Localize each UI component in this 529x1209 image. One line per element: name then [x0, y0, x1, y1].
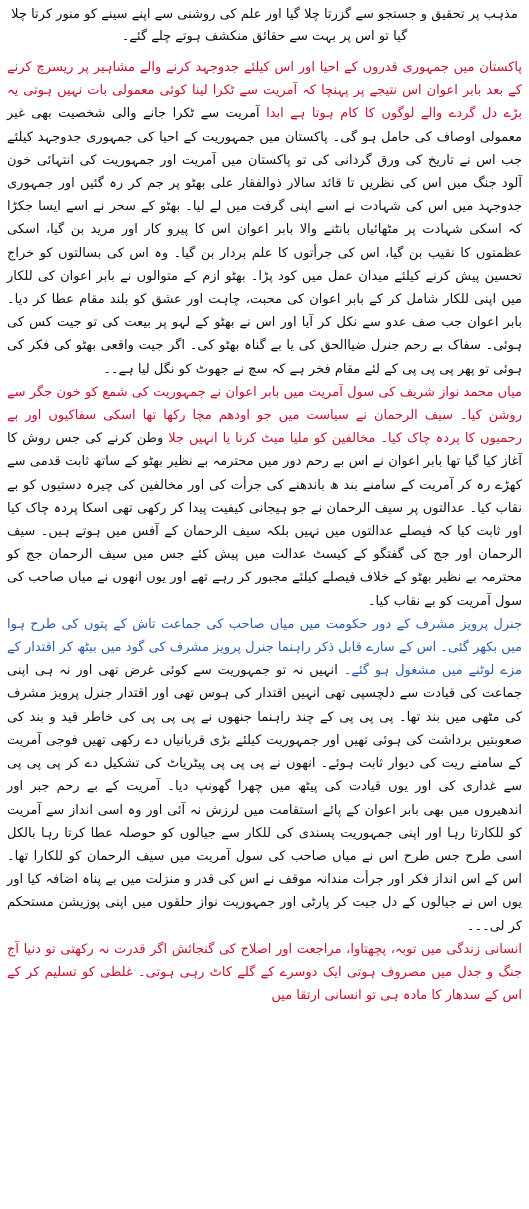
paragraph-1-text: آمریت سے ٹکرا جانے والی شخصیت بھی غیر معمولی اوصاف کی حامل ہو گی۔ پاکستان میں جمہوریت کے احیا کی جمہوری جدوجہد کیلئے جب اس نے تاریخ کی ورق گردانی کی تو پاکستان میں آمریت اور جمہوریت کی انتہائی خون آلود جنگ میں اس کی نظریں تا قائد سالار ذوالفقار علی بھٹو پر جم کر رہ گئیں اور جمہوری جدوجہد میں اس کی شہادت نے اسے اپنی گرفت میں لے لیا۔ بھٹو کے سحر نے اسے ایسا جکڑا کہ اسکی شہادت پر مٹھائیاں بانٹنے والا بابر اعوان اس کا پیرو کار اور مرید بن گیا، اسکی عظمتوں کا نقیب بن گیا، اس کی جرأتوں کا علم بردار بن گیا۔ وہ اس کی بسالتوں کو خراج تحسین پیش کرنے کیلئے میدان عمل میں کود پڑا۔ بھٹو ازم کے متوالوں نے بابر اعوان کی للکار میں اپنی للکار شامل کر کے بابر اعوان کی محبت، چاہت اور عشق کو بلند مقام عطا کر دیا۔ بابر اعوان جب صف عدو سے نکل کر آیا اور اس نے بھٹو کے لہو پر بیعت کی تو جیت کس کی ہوئی۔ سفاک بے رحم جنرل ضیاالحق کی یا بے گناہ بھٹو کی۔ اگر جیت واقعی بھٹو کی فکر کی ہوئی تو پھر پی پی پی کے لئے مقام فخر ہے کہ سچ نے جھوٹ کو نگل لیا ہے۔۔: [7, 106, 522, 377]
paragraph-3-text: انہیں نہ تو جمہوریت سے کوئی غرض تھی اور نہ ہی اپنی جماعت کی قیادت سے دلچسپی تھی انہیں اقتدار کی ہوس تھی اور اقتدار جنرل پرویز مشرف کی مٹھی میں بند تھا۔ پی پی پی کے چند راہنما جنھوں نے پی پی پی کی خاطر قید و بند کی صعوبتیں برداشت کی ہوئی تھیں اور جمہوریت کیلئے بڑی قربانیاں دے رکھی تھیں فوجی آمریت کے سامنے ریت کی دیوار ثابت ہوئے۔ انھوں نے پی پی پی پیٹریاٹ کی تشکیل دے کر پی پی پی سے غداری کی اور یوں قیادت کی پیٹھ میں چھرا گھونپ دیا۔ آمریت کے بے رحم جبر اور اندھیروں میں بھی بابر اعوان کے پائے استقامت میں لرزش نہ آئی اور وہ اسی انداز سے آمریت کو للکارتا رہا اور اپنی جمہوریت پسندی کی للکار سے جیالوں کو حوصلہ عطا کرتا رہا بالکل اسی طرح جس طرح اس نے میاں صاحب کی سول آمریت میں سیف الرحمان کو للکارا تھا۔ اس کے اس انداز فکر اور جرأت مندانہ موقف نے اس کی قدر و منزلت میں بے پناہ اضافہ کیا اور یوں اس نے جیالوں کے دل جیت کر پارٹی اور جمہوریت نواز حلقوں میں اپنی پوزیشن مستحکم کر لی۔۔۔: [7, 663, 522, 934]
paragraph-2-text: وطن کرنے کی جس روش کا آغاز کیا گیا تھا بابر اعوان نے اس بے رحم دور میں محترمہ بے نظیر بھٹو کے ساتھ ثابت قدمی سے کھڑے رہ کر آمریت کے سامنے بند ھ باندھنے کی جرأت کی اور مخالفین کی چیرہ دستیوں کو بے نقاب کیا۔ عدالتوں پر سیف الرحمان نے جو ہیجانی کیفیت پیدا کر رکھی تھی اسکا پردہ چاک کیا اور ثابت کیا کہ فیصلے عدالتوں میں نہیں بلکہ سیف الرحمان کے آفس میں ہوتے ہیں۔ سیف الرحمان اور جج کی گفتگو کے کیسٹ عدالت میں پیش کئے جس میں سیف الرحمان جج کو محترمہ بے نظیر بھٹو کے خلاف فیصلے کیلئے مجبور کر رہے تھے اور یوں انھوں نے میاں صاحب کی سول آمریت کو بے نقاب کیا۔: [7, 431, 522, 609]
paragraph-2-highlight: میاں محمد نواز شریف کی سول آمریت میں بابر اعوان نے جمہوریت کی شمع کو خون جگر سے روشن کیا۔ سیف الرحمان نے سیاست میں جو اودھم مچا رکھا تھا اسکی سفاکیوں اور بے رحمیوں کا پردہ چاک کیا۔ مخالفین کو ملیا میٹ کرنا یا انہیں جلا: [7, 384, 522, 447]
paragraph-4-highlight: انسانی زندگی میں توبہ، پچھتاوا، مراجعت اور اصلاح کی گنجائش اگر قدرت نہ رکھتی تو دنیا آج جنگ و جدل میں مصروف ہوتی ایک دوسرے کے گلے کاٹ رہی ہوتی۔ غلطی کو تسلیم کر کے اس کے سدھار کا مادہ ہی تو انسانی ارتقا میں: [7, 941, 522, 1004]
paragraph-repentance: [7, 938, 522, 1008]
paragraph-3-highlight: جنرل پرویز مشرف کے دور حکومت میں میاں صاحب کی جماعت تاش کے پتوں کی طرح ہوا میں بکھر گئی۔ اس کے سارے قابل ذکر راہنما جنرل پرویز مشرف کی گود میں بیٹھ کر اقتدار کے مزے لوٹنے میں مشغول ہو گئے۔: [7, 616, 522, 679]
paragraph-democracy-research: [7, 56, 522, 381]
intro-text: مذہب پر تحقیق و جستجو سے گزرتا چلا گیا اور علم کی روشنی سے اپنے سینے کو منور کرتا چلا گیا تو اس پر بہت سے حقائق منکشف ہوتے چلے گئے۔: [11, 7, 518, 44]
paragraph-civil-dictatorship: [7, 381, 522, 613]
paragraph-musharraf-era: [7, 613, 522, 938]
paragraph-1-highlight: پاکستان میں جمہوری قدروں کے احیا اور اس کیلئے جدوجہد کرنے والے مشاہیر پر ریسرچ کرنے کے بعد بابر اعوان اس نتیجے پر پہنچا کہ آمریت سے ٹکرا لینا کوئی معمولی بات نہیں ہوتی یہ بڑے دل گردے والے لوگوں کا کام ہوتا ہے ابدا: [7, 60, 523, 122]
intro-paragraph: [7, 4, 522, 48]
